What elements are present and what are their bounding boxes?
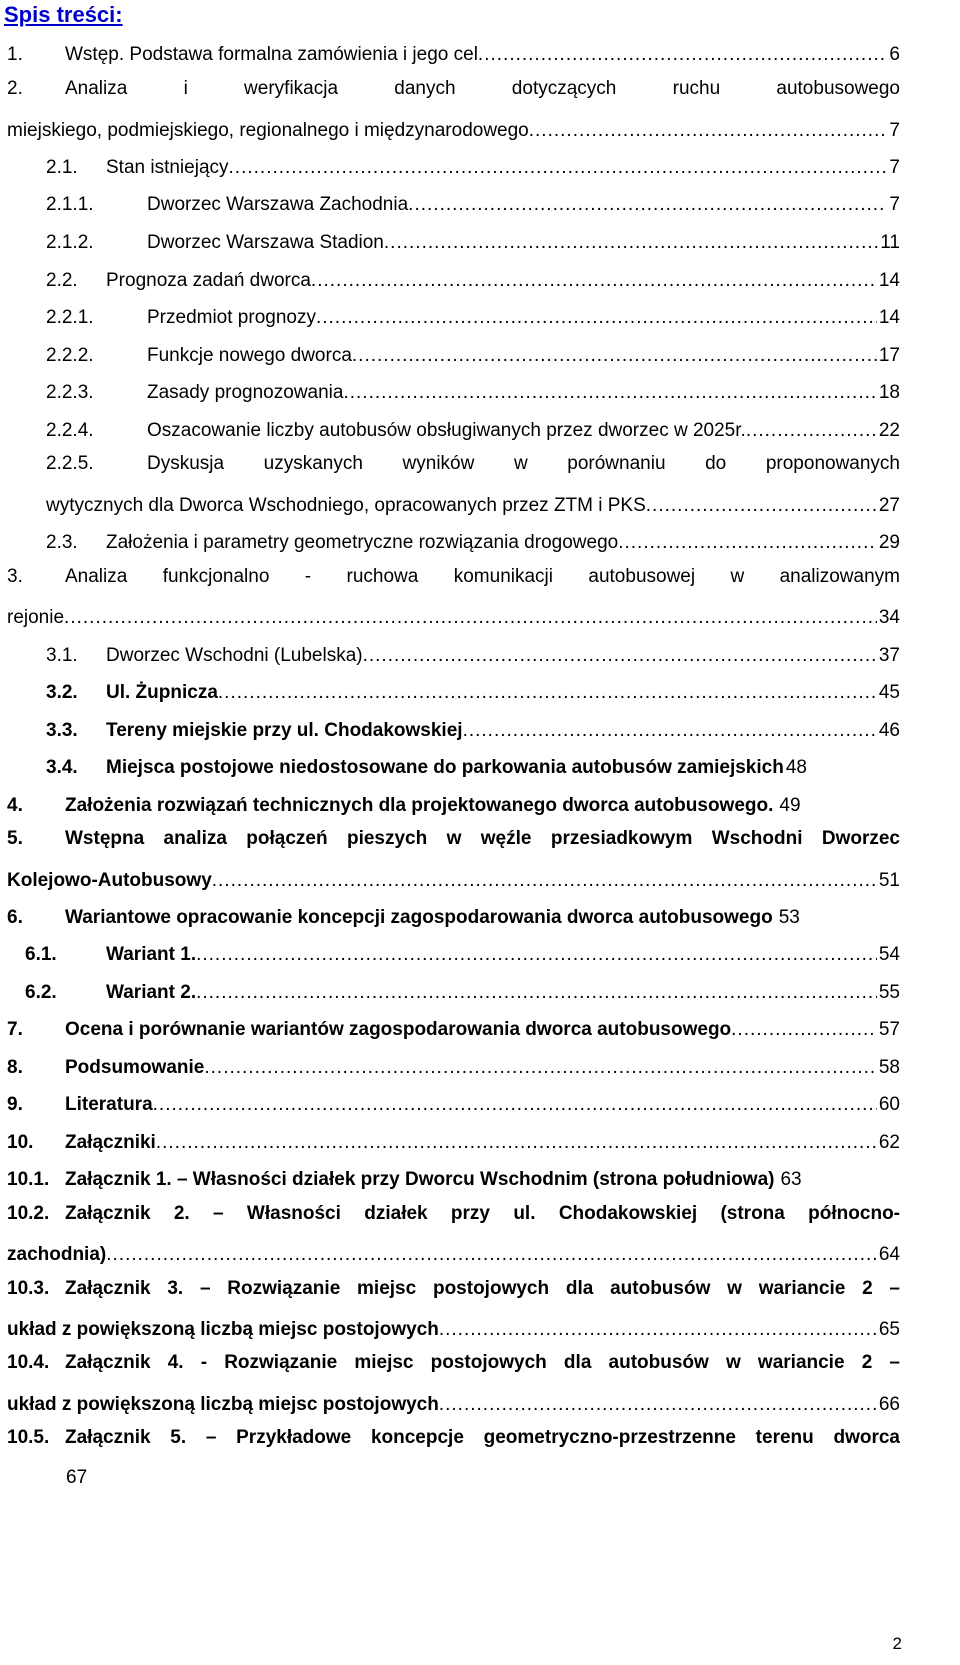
toc-entry-2-2-5-line2[interactable] [46, 489, 900, 519]
toc-entry-title: Wariant 1. [106, 944, 197, 965]
dot-leader [212, 868, 877, 894]
dot-leader [646, 493, 877, 519]
toc-entry-title: Dyskusja uzyskanych wyników w porównaniu do proponowanych [147, 453, 900, 474]
toc-entry-title-cont: rejonie [7, 607, 65, 628]
page-number: 2 [892, 1634, 902, 1653]
toc-entry-title: Załącznik 3. – Rozwiązanie miejsc postojowych dla autobusów w wariancie 2 – [65, 1278, 900, 1299]
toc-entry-title: Dworzec Wschodni (Lubelska) [106, 645, 363, 666]
toc-entry-title: Prognoza zadań dworca [106, 270, 311, 291]
toc-entry-1[interactable] [7, 38, 900, 68]
toc-entry-title: Wariant 2. [106, 982, 197, 1003]
toc-entry-page: 7 [889, 120, 900, 141]
toc-entry-number: 2.2. [46, 270, 78, 291]
toc-entry-number: 10.4. [7, 1352, 50, 1373]
dot-leader [196, 942, 877, 968]
dot-leader [384, 230, 878, 256]
toc-entry-2-2[interactable] [46, 264, 900, 294]
dot-leader [439, 1392, 877, 1418]
toc-entry-page: 46 [878, 720, 900, 741]
toc-entry-page: 64 [878, 1244, 900, 1265]
toc-entry-title-cont: Kolejowo-Autobusowy [7, 870, 212, 891]
toc-entry-2-line2[interactable] [7, 114, 900, 144]
toc-entry-page: 6 [889, 44, 900, 65]
toc-entry-title: Literatura [65, 1094, 153, 1115]
toc-entry-title: Załącznik 1. – Własności działek przy Dworcu Wschodnim (strona południowa) [65, 1169, 775, 1190]
toc-entry-page: 37 [878, 645, 900, 666]
toc-entry-page: 66 [878, 1394, 900, 1415]
toc-entry-number: 6.1. [25, 944, 57, 965]
dot-leader [311, 268, 877, 294]
toc-entry-number: 10.5. [7, 1427, 50, 1448]
toc-entry-page: 11 [880, 232, 900, 253]
toc-entry-page: 53 [778, 907, 800, 928]
toc-entry-page: 51 [878, 870, 900, 891]
dot-leader [156, 1130, 877, 1156]
toc-entry-number: 10.1. [7, 1169, 50, 1190]
toc-entry-number: 2.2.1. [46, 307, 94, 328]
dot-leader [463, 718, 877, 744]
toc-entry-2-2-4[interactable] [46, 414, 900, 444]
dot-leader [746, 418, 877, 444]
toc-entry-title: Dworzec Warszawa Stadion [147, 232, 384, 253]
toc-entry-9[interactable] [7, 1088, 900, 1118]
dot-leader [352, 343, 877, 369]
dot-leader [316, 305, 877, 331]
toc-entry-number: 3.3. [46, 720, 78, 741]
toc-entry-title: Wstępna analiza połączeń pieszych w węźle przesiadkowym Wschodni Dworzec [65, 828, 900, 849]
toc-entry-number: 2.1. [46, 157, 78, 178]
toc-entry-number: 8. [7, 1057, 23, 1078]
toc-entry-page: 57 [878, 1019, 900, 1040]
toc-entry-2-3[interactable] [46, 526, 900, 556]
toc-entry-title: Ul. Żupnicza [106, 682, 218, 703]
toc-entry-page: 55 [878, 982, 900, 1003]
toc-entry-5-line1[interactable] [7, 826, 900, 856]
toc-entry-page: 34 [878, 607, 900, 628]
toc-entry-title: Podsumowanie [65, 1057, 205, 1078]
toc-entry-title-cont: miejskiego, podmiejskiego, regionalnego i międzynarodowego [7, 120, 529, 141]
toc-entry-title-cont: układ z powiększoną liczbą miejsc postojowych [7, 1394, 439, 1415]
toc-entry-number: 2.2.2. [46, 345, 94, 366]
toc-entry-page: 48 [785, 757, 807, 778]
toc-entry-10-5-line2[interactable] [66, 1461, 900, 1491]
toc-entry-number: 10.3. [7, 1278, 50, 1299]
toc-entry-2-2-3[interactable] [46, 376, 900, 406]
toc-entry-2-1[interactable] [46, 151, 900, 181]
toc-entry-5-line2[interactable] [7, 864, 900, 894]
toc-entry-page: 7 [889, 157, 900, 178]
toc-entry-number: 3.2. [46, 682, 78, 703]
toc-entry-3-line1[interactable] [7, 564, 900, 594]
toc-entry-page: 7 [889, 194, 900, 215]
toc-entry-title: Założenia rozwiązań technicznych dla projektowanego dworca autobusowego. [65, 795, 774, 816]
toc-entry-title-cont: zachodnia) [7, 1244, 107, 1265]
toc-entry-page: 62 [878, 1132, 900, 1153]
toc-entry-10-3-line1[interactable] [7, 1276, 900, 1306]
toc-entry-10-2-line1[interactable] [7, 1201, 900, 1231]
toc-entry-title: Założenia i parametry geometryczne rozwiązania drogowego [106, 532, 619, 553]
toc-entry-page: 63 [780, 1169, 802, 1190]
dot-leader [106, 1242, 877, 1268]
toc-entry-title: Analiza funkcjonalno - ruchowa komunikacji autobusowej w analizowanym [65, 566, 900, 587]
toc-entry-title-cont: układ z powiększoną liczbą miejsc postojowych [7, 1319, 439, 1340]
toc-entry-3-4[interactable] [46, 751, 900, 781]
dot-leader [64, 605, 877, 631]
dot-leader [218, 680, 877, 706]
toc-entry-2-2-1[interactable] [46, 301, 900, 331]
toc-entry-title: Miejsca postojowe niedostosowane do parkowania autobusów zamiejskich [106, 757, 784, 778]
toc-entry-number: 2. [7, 78, 23, 99]
toc-entry-title: Stan istniejący [106, 157, 229, 178]
toc-entry-6-1[interactable] [25, 938, 900, 968]
toc-entry-2-line1[interactable] [7, 76, 900, 106]
toc-entry-number: 10. [7, 1132, 34, 1153]
toc-entry-number: 2.2.3. [46, 382, 94, 403]
toc-entry-number: 2.1.2. [46, 232, 94, 253]
toc-entry-page: 49 [779, 795, 801, 816]
dot-leader [529, 118, 888, 144]
toc-entry-page: 14 [878, 307, 900, 328]
toc-entry-title: Tereny miejskie przy ul. Chodakowskiej [106, 720, 463, 741]
toc-entry-title: Dworzec Warszawa Zachodnia [147, 194, 409, 215]
toc-entry-number: 2.2.5. [46, 453, 94, 474]
toc-entry-number: 9. [7, 1094, 23, 1115]
toc-entry-title-cont: wytycznych dla Dworca Wschodniego, opracowanych przez ZTM i PKS [46, 495, 646, 516]
toc-entry-title: Przedmiot prognozy [147, 307, 316, 328]
toc-entry-3-line2[interactable] [7, 601, 900, 631]
toc-entry-title: Funkcje nowego dworca [147, 345, 352, 366]
toc-entry-page: 14 [878, 270, 900, 291]
dot-leader [731, 1017, 877, 1043]
dot-leader [363, 643, 877, 669]
toc-entry-10-5-line1[interactable] [7, 1425, 900, 1455]
toc-entry-title: Zasady prognozowania [147, 382, 344, 403]
dot-leader [343, 380, 876, 406]
dot-leader [196, 980, 877, 1006]
toc-entry-7[interactable] [7, 1013, 900, 1043]
toc-title: Spis treści: [4, 2, 123, 27]
toc-entry-page: 29 [878, 532, 900, 553]
toc-entry-page: 67 [66, 1467, 88, 1488]
toc-entry-8[interactable] [7, 1051, 900, 1081]
toc-entry-title: Ocena i porównanie wariantów zagospodarowania dworca autobusowego [65, 1019, 732, 1040]
toc-entry-number: 5. [7, 828, 23, 849]
toc-entry-page: 17 [878, 345, 900, 366]
toc-entry-title: Załącznik 4. - Rozwiązanie miejsc postojowych dla autobusów w wariancie 2 – [65, 1352, 900, 1373]
toc-entry-page: 58 [878, 1057, 900, 1078]
toc-entry-title: Załączniki [65, 1132, 156, 1153]
toc-entry-2-1-2[interactable] [46, 226, 900, 256]
toc-entry-2-1-1[interactable] [46, 188, 900, 218]
toc-entry-number: 4. [7, 795, 23, 816]
toc-entry-number: 2.2.4. [46, 420, 94, 441]
toc-entry-3-3[interactable] [46, 714, 900, 744]
toc-entry-title: Oszacowanie liczby autobusów obsługiwanych przez dworzec w 2025r. [147, 420, 746, 441]
toc-entry-10-4-line1[interactable] [7, 1350, 900, 1380]
toc-entry-title: Analiza i weryfikacja danych dotyczących ruchu autobusowego [65, 78, 900, 99]
toc-entry-10-2-line2[interactable] [7, 1238, 900, 1268]
dot-leader [408, 192, 887, 218]
dot-leader [204, 1055, 877, 1081]
toc-entry-title: Załącznik 2. – Własności działek przy ul. Chodakowskiej (strona północno- [65, 1203, 900, 1224]
toc-entry-title: Załącznik 5. – Przykładowe koncepcje geometryczno-przestrzenne terenu dworca [65, 1427, 900, 1448]
toc-entry-page: 60 [878, 1094, 900, 1115]
dot-leader [439, 1317, 877, 1343]
toc-entry-4[interactable] [7, 789, 900, 819]
toc-entry-10-4-line2[interactable] [7, 1388, 900, 1418]
dot-leader [153, 1092, 877, 1118]
toc-entry-number: 6.2. [25, 982, 57, 1003]
toc-entry-3-2[interactable] [46, 676, 900, 706]
toc-entry-page: 65 [878, 1319, 900, 1340]
toc-entry-6[interactable] [7, 901, 900, 931]
toc-entry-number: 6. [7, 907, 23, 928]
toc-entry-number: 1. [7, 44, 23, 65]
toc-entry-6-2[interactable] [25, 976, 900, 1006]
dot-leader [478, 42, 888, 68]
toc-entry-10[interactable] [7, 1126, 900, 1156]
toc-entry-number: 10.2. [7, 1203, 50, 1224]
toc-entry-page: 18 [878, 382, 900, 403]
toc-entry-page: 54 [878, 944, 900, 965]
toc-entry-2-2-5-line1[interactable] [46, 451, 900, 481]
toc-entry-title: Wariantowe opracowanie koncepcji zagospodarowania dworca autobusowego [65, 907, 773, 928]
toc-entry-10-3-line2[interactable] [7, 1313, 900, 1343]
toc-entry-2-2-2[interactable] [46, 339, 900, 369]
dot-leader [229, 155, 888, 181]
toc-entry-page: 45 [878, 682, 900, 703]
toc-entry-number: 3.4. [46, 757, 78, 778]
toc-entry-3-1[interactable] [46, 639, 900, 669]
toc-entry-number: 3. [7, 566, 23, 587]
toc-entry-number: 2.3. [46, 532, 78, 553]
toc-entry-title: Wstęp. Podstawa formalna zamówienia i jego cel [65, 44, 478, 65]
dot-leader [618, 530, 877, 556]
toc-entry-page: 27 [878, 495, 900, 516]
toc-entry-number: 2.1.1. [46, 194, 94, 215]
toc-entry-page: 22 [878, 420, 900, 441]
toc-entry-number: 3.1. [46, 645, 78, 666]
toc-entry-10-1[interactable] [7, 1163, 900, 1193]
toc-entry-number: 7. [7, 1019, 23, 1040]
